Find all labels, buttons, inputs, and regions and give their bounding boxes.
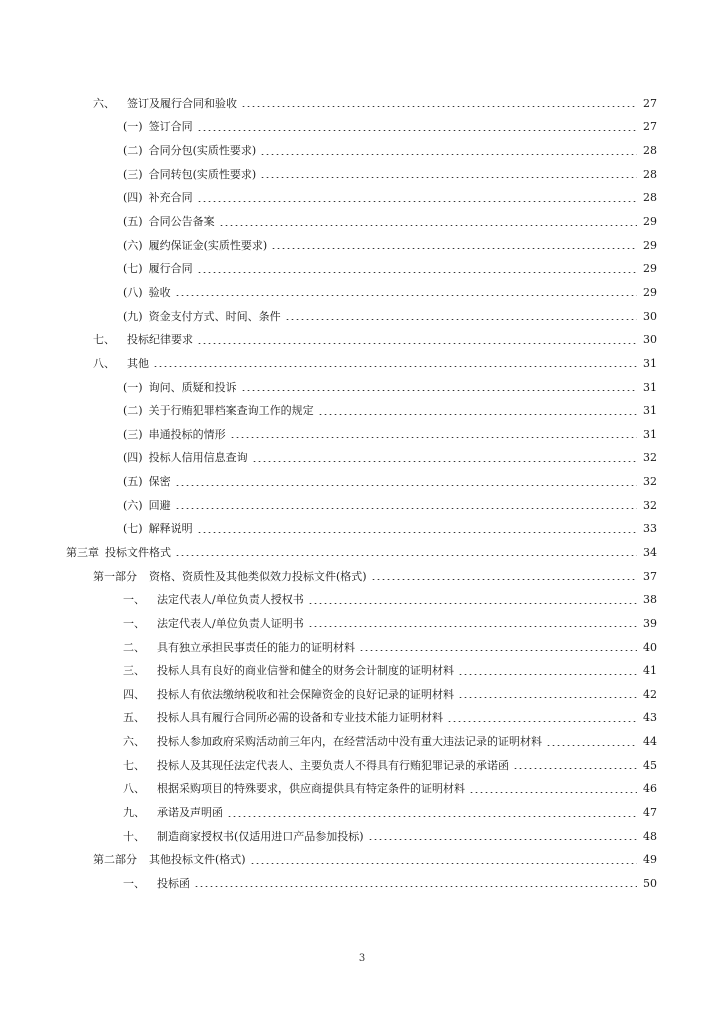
toc-entry-page: 38 [643, 593, 657, 607]
toc-entry-page: 30 [643, 309, 657, 323]
toc-entry-page: 32 [643, 451, 657, 465]
toc-entry-number: 十、 [123, 829, 145, 843]
dot-leader [241, 106, 637, 107]
toc-entry-number: (五) [123, 475, 143, 489]
toc-entry[interactable] [0, 849, 657, 873]
dot-leader [194, 886, 637, 887]
toc-entry[interactable] [0, 565, 657, 589]
toc-entry[interactable] [0, 163, 657, 187]
dot-leader [197, 532, 637, 533]
toc-entry-number: 一、 [123, 616, 145, 630]
dot-leader [230, 437, 637, 438]
toc-entry-page: 31 [643, 427, 657, 441]
toc-entry-number: (一) [123, 120, 143, 134]
toc-entry-title: 投标人参加政府采购活动前三年内，在经营活动中没有重大违法记录的证明材料 [157, 735, 542, 749]
toc-entry-page: 29 [643, 215, 657, 229]
toc-entry[interactable] [0, 659, 657, 683]
toc-entry[interactable] [0, 778, 657, 802]
toc-entry[interactable] [0, 376, 657, 400]
toc-entry-page: 34 [643, 545, 657, 559]
toc-entry-title: 验收 [148, 285, 171, 299]
toc-entry[interactable] [0, 518, 657, 542]
toc-entry-title: 签订及履行合同和验收 [127, 96, 237, 110]
toc-entry[interactable] [0, 707, 657, 731]
toc-entry-page: 28 [643, 167, 657, 181]
toc-entry-page: 27 [643, 96, 657, 110]
toc-entry-title: 承诺及声明函 [157, 806, 223, 820]
toc-entry-page: 28 [643, 191, 657, 205]
toc-entry-number: 二、 [123, 640, 145, 654]
toc-entry-page: 39 [643, 616, 657, 630]
toc-entry-page: 33 [643, 522, 657, 536]
dot-leader [458, 674, 637, 675]
dot-leader [469, 792, 637, 793]
dot-leader [458, 697, 637, 698]
dot-leader [368, 839, 637, 840]
toc-entry-page: 29 [643, 262, 657, 276]
toc-entry-number: 三、 [123, 664, 145, 678]
toc-entry-title: 投标纪律要求 [127, 333, 193, 347]
toc-entry[interactable] [0, 730, 657, 754]
toc-entry-number: (七) [123, 522, 143, 536]
toc-entry-title: 投标人具有良好的商业信誉和健全的财务会计制度的证明材料 [157, 664, 454, 678]
toc-entry-number: 八、 [123, 782, 145, 796]
toc-entry-number: (八) [123, 285, 143, 299]
toc-entry-number: (三) [123, 427, 143, 441]
toc-entry-number: 九、 [123, 806, 145, 820]
toc-entry-number: (六) [123, 498, 143, 512]
toc-entry-title: 其他投标文件(格式) [149, 853, 246, 867]
toc-entry[interactable] [0, 210, 657, 234]
toc-entry-page: 27 [643, 120, 657, 134]
dot-leader [359, 650, 637, 651]
toc-entry[interactable] [0, 825, 657, 849]
toc-entry-number: (三) [123, 167, 143, 181]
dot-leader [447, 721, 637, 722]
toc-entry-page: 46 [643, 782, 657, 796]
toc-entry[interactable] [0, 636, 657, 660]
toc-entry-title: 投标人有依法缴纳税收和社会保障资金的良好记录的证明材料 [157, 687, 454, 701]
toc-entry-title: 制造商家授权书(仅适用进口产品参加投标) [157, 829, 364, 843]
toc-entry-page: 44 [643, 735, 657, 749]
toc-entry-title: 履行合同 [148, 262, 193, 276]
toc-entry-page: 49 [643, 853, 657, 867]
toc-entry[interactable] [0, 872, 657, 896]
toc-entry[interactable] [0, 470, 657, 494]
toc-entry[interactable] [0, 447, 657, 471]
toc-entry-number: (九) [123, 309, 143, 323]
toc-entry-title: 合同公告备案 [148, 215, 215, 229]
dot-leader [175, 508, 637, 509]
toc-entry-number: 第一部分 [93, 569, 137, 583]
toc-entry-page: 29 [643, 238, 657, 252]
toc-entry-title: 其他 [127, 356, 149, 370]
toc-entry[interactable] [0, 612, 657, 636]
toc-entry-title: 法定代表人/单位负责人授权书 [157, 593, 304, 607]
dot-leader [219, 225, 637, 226]
dot-leader [197, 130, 637, 131]
dot-leader [285, 319, 637, 320]
dot-leader [371, 579, 637, 580]
dot-leader [308, 626, 637, 627]
dot-leader [241, 390, 637, 391]
toc-entry[interactable] [0, 494, 657, 518]
toc-entry-number: (五) [123, 215, 143, 229]
toc-entry[interactable] [0, 423, 657, 447]
toc-entry-page: 30 [643, 333, 657, 347]
toc-entry-page: 40 [643, 640, 657, 654]
dot-leader [197, 272, 637, 273]
toc-entry-page: 31 [643, 380, 657, 394]
toc-entry-title: 关于行贿犯罪档案查询工作的规定 [148, 404, 314, 418]
toc-entry-page: 32 [643, 498, 657, 512]
toc-entry-title: 回避 [148, 498, 171, 512]
toc-entry-number: (四) [123, 191, 143, 205]
toc-entry-number: (四) [123, 451, 143, 465]
page-number: 3 [358, 953, 366, 964]
toc-entry-number: 七、 [123, 758, 145, 772]
toc-entry-title: 投标人具有履行合同所必需的设备和专业技术能力证明材料 [157, 711, 443, 725]
toc-entry-title: 解释说明 [148, 522, 193, 536]
toc-entry-title: 资格、资质性及其他类似效力投标文件(格式) [149, 569, 367, 583]
toc-entry[interactable] [0, 352, 657, 376]
toc-entry-page: 31 [643, 356, 657, 370]
toc-entry[interactable] [0, 754, 657, 778]
toc-entry-title: 投标文件格式 [105, 545, 171, 559]
toc-entry[interactable] [0, 139, 657, 163]
dot-leader [175, 555, 637, 556]
table-of-contents [0, 92, 724, 896]
dot-leader [197, 201, 637, 202]
dot-leader [175, 295, 637, 296]
toc-entry-number: 一、 [123, 593, 145, 607]
dot-leader [260, 154, 637, 155]
toc-entry-number: 四、 [123, 687, 145, 701]
toc-entry-page: 41 [643, 664, 657, 678]
dot-leader [227, 816, 637, 817]
toc-entry-title: 签订合同 [148, 120, 193, 134]
toc-entry[interactable] [0, 116, 657, 140]
toc-entry[interactable] [0, 92, 657, 116]
toc-entry-number: 第三章 [66, 545, 99, 559]
toc-entry-number: 八、 [93, 356, 115, 370]
toc-entry-page: 47 [643, 806, 657, 820]
dot-leader [318, 414, 637, 415]
toc-entry-number: 六、 [93, 96, 115, 110]
toc-entry-page: 31 [643, 404, 657, 418]
dot-leader [250, 863, 637, 864]
dot-leader [153, 366, 637, 367]
toc-entry-page: 48 [643, 829, 657, 843]
toc-entry-number: (六) [123, 238, 143, 252]
toc-entry-number: 五、 [123, 711, 145, 725]
toc-entry[interactable] [0, 187, 657, 211]
toc-entry-title: 保密 [148, 475, 171, 489]
toc-entry-number: (二) [123, 404, 143, 418]
toc-entry-title: 投标人信用信息查询 [148, 451, 248, 465]
toc-entry-title: 履约保证金(实质性要求) [148, 238, 268, 252]
toc-entry[interactable] [0, 234, 657, 258]
toc-entry[interactable] [0, 801, 657, 825]
toc-entry[interactable] [0, 541, 657, 565]
toc-entry-title: 具有独立承担民事责任的能力的证明材料 [157, 640, 355, 654]
toc-entry-title: 投标函 [157, 876, 190, 890]
dot-leader [175, 485, 637, 486]
toc-entry-page: 29 [643, 285, 657, 299]
toc-entry[interactable] [0, 399, 657, 423]
toc-entry-page: 45 [643, 758, 657, 772]
toc-entry-title: 合同分包(实质性要求) [148, 144, 257, 158]
dot-leader [308, 603, 637, 604]
toc-entry-page: 37 [643, 569, 657, 583]
toc-entry-title: 询问、质疑和投诉 [148, 380, 237, 394]
toc-entry[interactable] [0, 683, 657, 707]
toc-entry[interactable] [0, 305, 657, 329]
toc-entry-number: 一、 [123, 876, 145, 890]
toc-entry-number: 六、 [123, 735, 145, 749]
toc-entry[interactable] [0, 257, 657, 281]
dot-leader [513, 768, 637, 769]
toc-entry-number: 七、 [93, 333, 115, 347]
toc-entry-title: 法定代表人/单位负责人证明书 [157, 616, 304, 630]
toc-entry-title: 补充合同 [148, 191, 193, 205]
toc-entry-page: 43 [643, 711, 657, 725]
toc-entry-title: 资金支付方式、时间、条件 [148, 309, 281, 323]
dot-leader [252, 461, 637, 462]
toc-entry-number: 第二部分 [93, 853, 137, 867]
toc-entry[interactable] [0, 281, 657, 305]
toc-entry-number: (二) [123, 144, 143, 158]
toc-entry-number: (七) [123, 262, 143, 276]
toc-entry-page: 42 [643, 687, 657, 701]
toc-entry-page: 32 [643, 475, 657, 489]
toc-entry-page: 50 [643, 876, 657, 890]
toc-entry-title: 合同转包(实质性要求) [148, 167, 257, 181]
toc-entry-title: 串通投标的情形 [148, 427, 226, 441]
toc-entry-title: 根据采购项目的特殊要求，供应商提供具有特定条件的证明材料 [157, 782, 465, 796]
toc-entry[interactable] [0, 328, 657, 352]
toc-entry-number: (一) [123, 380, 143, 394]
toc-entry-page: 28 [643, 144, 657, 158]
dot-leader [260, 177, 637, 178]
dot-leader [546, 745, 637, 746]
dot-leader [271, 248, 637, 249]
toc-entry-title: 投标人及其现任法定代表人、主要负责人不得具有行贿犯罪记录的承诺函 [157, 758, 509, 772]
toc-entry[interactable] [0, 588, 657, 612]
dot-leader [197, 343, 637, 344]
